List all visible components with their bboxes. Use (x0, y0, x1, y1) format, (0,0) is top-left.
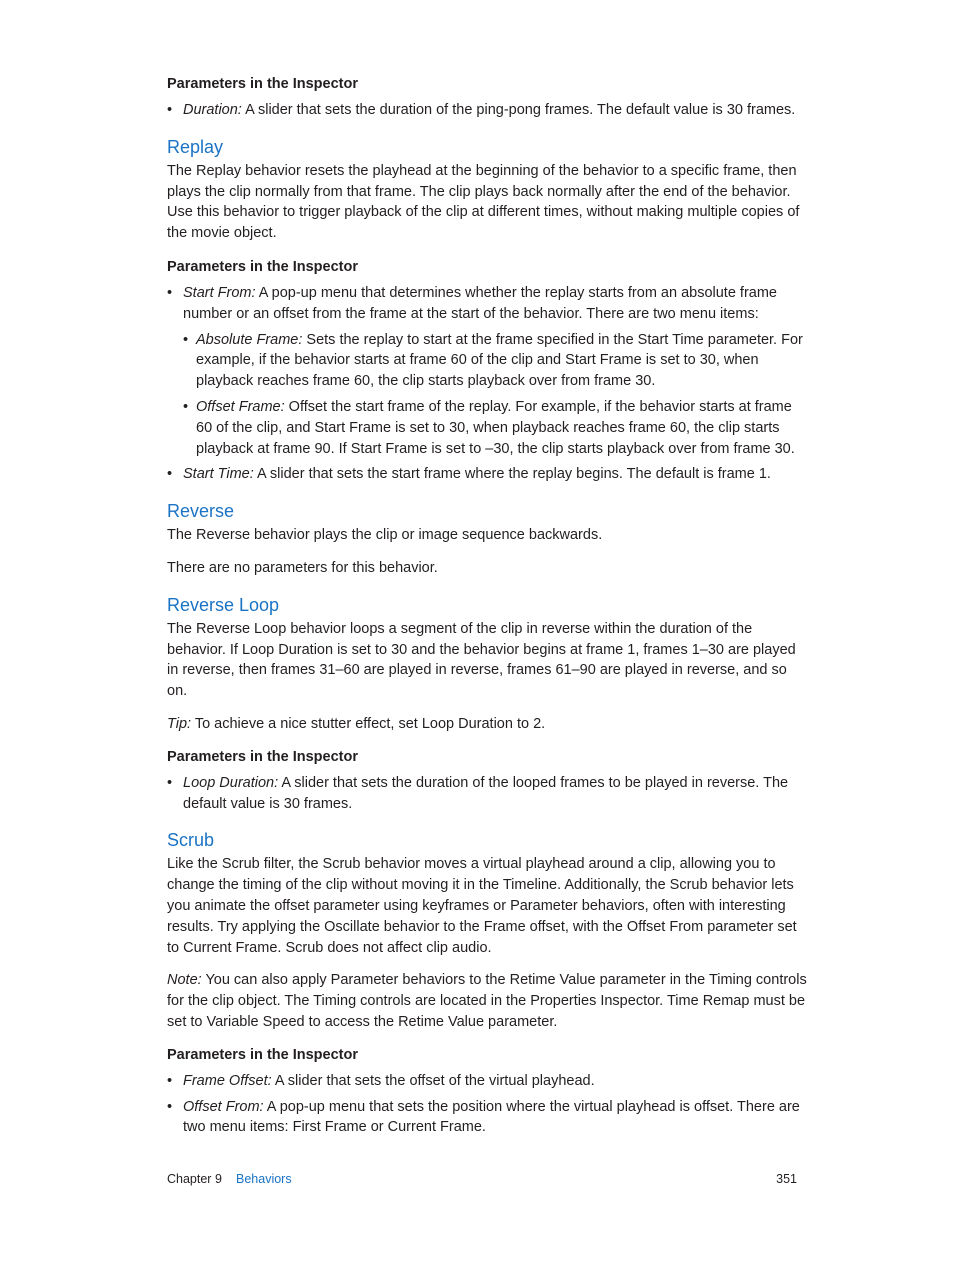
param-desc: Sets the replay to start at the frame specified in the Start Time parameter. For example, if the behavior starts at frame 60 of the clip and Start Frame is set to 30, when playback reaches frame 60, the clip starts playback over from frame 30. (196, 331, 803, 390)
sub-list (183, 330, 807, 460)
note-label: Note: (167, 972, 202, 989)
section-title-replay: Replay (167, 136, 224, 157)
params-heading: Parameters in the Inspector (167, 1046, 358, 1063)
params-heading: Parameters in the Inspector (167, 748, 358, 765)
params-list (167, 100, 807, 121)
list-item (183, 330, 807, 392)
page-number: 351 (776, 1172, 797, 1186)
param-term: Offset Frame: (196, 398, 285, 415)
list-item (167, 464, 807, 485)
section-title-scrub: Scrub (167, 830, 215, 851)
tip-label: Tip: (167, 715, 192, 732)
param-term: Frame Offset: (183, 1072, 272, 1089)
tip-text: To achieve a nice stutter effect, set Loop Duration to 2. (191, 715, 546, 732)
section-title-reverse: Reverse (167, 501, 235, 522)
list-item (167, 283, 807, 459)
section-body: Like the Scrub filter, the Scrub behavior moves a virtual playhead around a clip, allowing you to change the timing of the clip without moving it in the Timeline. Additionally, the Scrub behavior lets you animate the offset parameter using keyframes or Parameter behaviors, often with interesting results. Try applying the Oscillate behavior to the Frame offset, with the Offset From parameter set to Current Frame. Scrub does not affect clip audio. (167, 856, 797, 956)
note-text: You can also apply Parameter behaviors to the Retime Value parameter in the Timing controls for the clip object. The Timing controls are located in the Properties Inspector. Time Remap must be set to Variable Speed to access the Retime Value parameter. (167, 972, 807, 1030)
param-term: Duration: (183, 102, 242, 118)
footer-chapter-link[interactable]: Behaviors (236, 1172, 292, 1186)
list-item (167, 773, 807, 815)
note-paragraph (167, 970, 807, 1032)
param-desc: A slider that sets the offset of the virtual playhead. (271, 1072, 595, 1089)
params-list (167, 1071, 807, 1138)
section-body: The Replay behavior resets the playhead at the beginning of the behavior to a specific frame, then plays the clip normally from that frame. The clip plays back normally after the end of the behavior. Use this behavior to trigger playback of the clip at different times, without making multiple copies of the movie object. (167, 162, 800, 242)
param-desc: A slider that sets the duration of the looped frames to be played in reverse. The default value is 30 frames. (183, 774, 789, 812)
page-content (167, 74, 807, 1143)
list-item (167, 1071, 807, 1092)
param-desc: A pop-up menu that determines whether the replay starts from an absolute frame number or an offset from the frame at the start of the behavior. There are two menu items: (183, 284, 777, 322)
params-list (167, 283, 807, 485)
section-title-reverse-loop: Reverse Loop (167, 594, 280, 615)
param-term: Offset From: (183, 1098, 264, 1115)
param-term: Start Time: (183, 466, 254, 483)
params-list (167, 773, 807, 815)
param-term: Loop Duration: (183, 774, 279, 791)
tip-paragraph (167, 714, 807, 735)
params-heading: Parameters in the Inspector (167, 76, 358, 92)
param-term: Absolute Frame: (196, 331, 303, 348)
param-desc: A slider that sets the start frame where the replay begins. The default is frame 1. (253, 466, 771, 483)
footer-chapter: Chapter 9 (167, 1172, 222, 1186)
param-desc: A pop-up menu that sets the position where the virtual playhead is offset. There are two menu items: First Frame or Current Frame. (183, 1098, 800, 1136)
params-heading: Parameters in the Inspector (167, 258, 358, 275)
param-desc: A slider that sets the duration of the ping-pong frames. The default value is 30 frames. (241, 102, 796, 118)
section-body: There are no parameters for this behavior. (167, 559, 438, 576)
param-desc: Offset the start frame of the replay. For example, if the behavior starts at frame 60 of the clip, and Start Frame is set to 30, when playback reaches frame 60, the clip starts playback at frame 90. If Start Frame is set to –30, the clip starts playback over from frame 30. (196, 398, 795, 457)
section-body: The Reverse Loop behavior loops a segment of the clip in reverse within the duration of the behavior. If Loop Duration is set to 30 and the behavior begins at frame 1, frames 1–30 are played in reverse, then frames 31–60 are played in reverse, frames 61–90 are played in reverse, and so on. (167, 620, 796, 700)
list-item (167, 100, 807, 121)
list-item (183, 397, 807, 459)
list-item (167, 1097, 807, 1139)
param-term: Start From: (183, 284, 256, 301)
section-body: The Reverse behavior plays the clip or image sequence backwards. (167, 527, 603, 544)
